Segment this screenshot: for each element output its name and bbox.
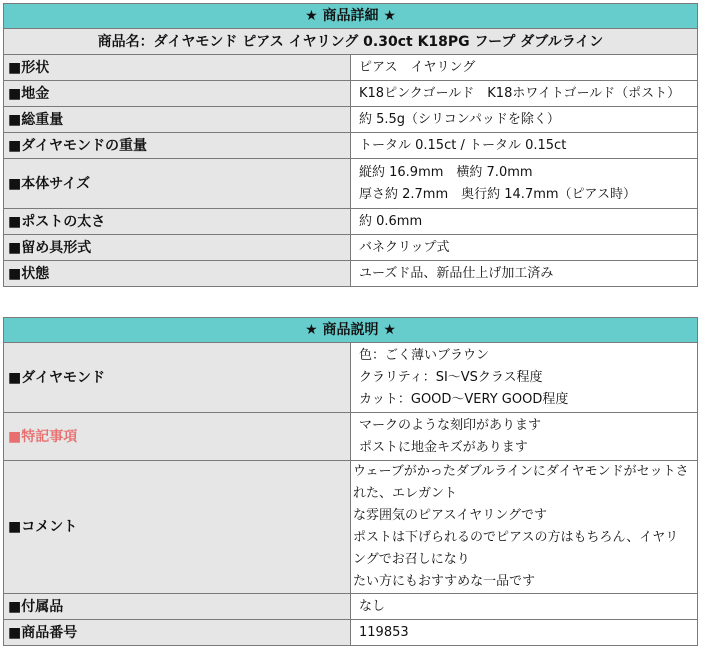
desc-label-product-number: ■商品番号	[4, 620, 351, 646]
diamond-color: 色：ごく薄いブラウン	[359, 347, 490, 363]
comment-line-4: たい方にもおすすめな一品です	[353, 574, 536, 589]
detail-value-diamond-weight: トータル 0.15ct / トータル 0.15ct	[351, 133, 698, 159]
product-description-table	[3, 317, 698, 646]
desc-value-product-number: 119853	[351, 620, 698, 646]
desc-value-diamond	[351, 343, 698, 413]
diamond-clarity: クラリティ：SI～VSクラス程度	[359, 369, 543, 385]
desc-label-comment: ■コメント	[4, 461, 351, 594]
detail-value-metal: K18ピンクゴールド K18ホワイトゴールド（ポスト）	[351, 81, 698, 107]
description-header: ★ 商品説明 ★	[4, 318, 698, 343]
product-name: 商品名：ダイヤモンド ピアス イヤリング 0.30ct K18PG フープ ダブルライン	[4, 29, 698, 55]
detail-value-weight: 約 5.5g（シリコンパッドを除く）	[351, 107, 698, 133]
detail-value-shape: ピアス イヤリング	[351, 55, 698, 81]
detail-label-clasp: ■留め具形式	[4, 235, 351, 261]
note-line-2: ポストに地金キズがあります	[359, 439, 528, 455]
desc-label-special-notes: ■特記事項	[4, 413, 351, 461]
comment-line-3: ポストは下げられるのでピアスの方はもちろん、イヤリングでお召しになり	[353, 530, 679, 567]
detail-value-clasp: バネクリップ式	[351, 235, 698, 261]
desc-label-diamond: ■ダイヤモンド	[4, 343, 351, 413]
detail-label-metal: ■地金	[4, 81, 351, 107]
desc-label-accessories: ■付属品	[4, 594, 351, 620]
detail-label-post: ■ポストの太さ	[4, 209, 351, 235]
desc-value-accessories: なし	[351, 594, 698, 620]
detail-label-weight: ■総重量	[4, 107, 351, 133]
note-line-1: マークのような刻印があります	[359, 417, 542, 433]
detail-label-size: ■本体サイズ	[4, 159, 351, 209]
detail-label-condition: ■状態	[4, 261, 351, 287]
details-header: ★ 商品詳細 ★	[4, 4, 698, 29]
desc-value-special-notes	[351, 413, 698, 461]
size-line-1: 縦約 16.9mm 横約 7.0mm	[359, 164, 533, 180]
detail-label-shape: ■形状	[4, 55, 351, 81]
detail-label-diamond-weight: ■ダイヤモンドの重量	[4, 133, 351, 159]
comment-line-2: な雰囲気のピアスイヤリングです	[353, 508, 547, 523]
product-details-table	[3, 3, 698, 287]
desc-value-comment	[351, 461, 698, 594]
diamond-cut: カット：GOOD～VERY GOOD程度	[359, 391, 569, 407]
comment-line-1: ウェーブがかったダブルラインにダイヤモンドがセットされた、エレガント	[353, 464, 689, 501]
detail-value-size	[351, 159, 698, 209]
detail-value-post: 約 0.6mm	[351, 209, 698, 235]
size-line-2: 厚さ約 2.7mm 奥行約 14.7mm（ピアス時）	[359, 186, 637, 202]
detail-value-condition: ユーズド品、新品仕上げ加工済み	[351, 261, 698, 287]
